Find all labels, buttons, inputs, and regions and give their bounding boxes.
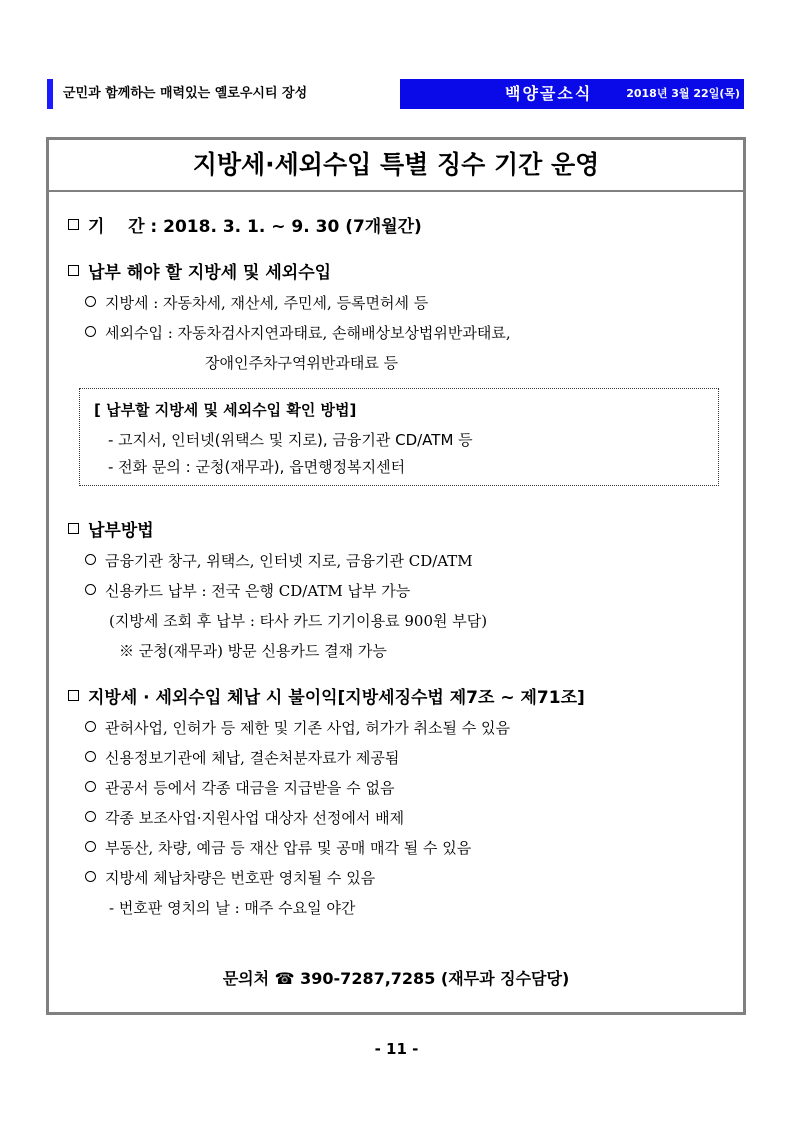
check-method-heading: [ 납부할 지방세 및 세외수입 확인 방법] [94,401,357,419]
circle-bullet-icon [85,584,96,595]
penalty-heading [68,683,585,708]
check-method-line: - 전화 문의 : 군청(재무과), 읍면행정복지센터 [108,458,406,476]
list-item [85,867,375,888]
period-text: 기 간 : 2018. 3. 1. ~ 9. 30 (7개월간) [88,217,422,237]
list-item [85,837,471,858]
method-remark: ※ 군청(재무과) 방문 신용카드 결재 가능 [119,642,387,660]
list-item-text: 금융기관 창구, 위택스, 인터넷 지로, 금융기관 CD/ATM [105,552,473,570]
list-item [85,777,394,798]
header-accent-bar [47,79,53,109]
list-item-text: 세외수입 : 자동차검사지연과태료, 손해배상보상법위반과태료, [105,324,511,342]
method-sub-note: (지방세 조회 후 납부 : 타사 카드 기기이용료 900원 부담) [109,612,488,630]
article-frame [46,137,746,1015]
list-item [85,580,410,601]
method-heading [68,516,154,541]
list-item-text: 관허사업, 인허가 등 제한 및 기존 사업, 허가가 취소될 수 있음 [105,719,510,737]
list-item-text: 각종 보조사업·지원사업 대상자 선정에서 배제 [105,809,405,827]
page-number: - 11 - [374,1040,419,1058]
list-item-text: 신용정보기관에 체납, 결손처분자료가 제공됨 [105,749,400,767]
circle-bullet-icon [85,326,96,337]
list-item [85,717,510,738]
check-method-line: - 고지서, 인터넷(위택스 및 지로), 금융기관 CD/ATM 등 [108,431,473,449]
penalty-sub-note: - 번호판 영치의 날 : 매주 수요일 야간 [109,899,356,917]
method-heading-text: 납부방법 [88,521,154,541]
circle-bullet-icon [85,751,96,762]
square-bullet-icon [68,523,79,534]
circle-bullet-icon [85,296,96,307]
article-title: 지방세·세외수입 특별 징수 기간 운영 [49,140,743,192]
list-item [85,292,428,313]
square-bullet-icon [68,265,79,276]
circle-bullet-icon [85,554,96,565]
header-band [400,79,744,109]
circle-bullet-icon [85,811,96,822]
list-item-continuation: 장애인주차구역위반과태료 등 [205,354,399,372]
list-item [85,322,511,343]
square-bullet-icon [68,219,79,230]
contact-info: 문의처 ☎ 390-7287,7285 (재무과 징수담당) [222,969,570,988]
list-item-text: 지방세 체납차량은 번호판 영치될 수 있음 [105,869,376,887]
circle-bullet-icon [85,841,96,852]
circle-bullet-icon [85,871,96,882]
list-item-text: 부동산, 차량, 예금 등 재산 압류 및 공매 매각 될 수 있음 [105,839,472,857]
circle-bullet-icon [85,721,96,732]
list-item-text: 신용카드 납부 : 전국 은행 CD/ATM 납부 가능 [105,582,411,600]
penalty-heading-text: 지방세 · 세외수입 체납 시 불이익[지방세징수법 제7조 ~ 제71조] [88,688,585,708]
issue-date: 2018년 3월 22일(목) [626,87,740,100]
newsletter-name: 백양골소식 [505,84,593,103]
list-item [85,747,399,768]
payable-heading-text: 납부 해야 할 지방세 및 세외수입 [88,263,332,283]
list-item [85,550,473,571]
period-heading [68,212,422,237]
list-item-text: 관공서 등에서 각종 대금을 지급받을 수 없음 [105,779,395,797]
circle-bullet-icon [85,781,96,792]
header-slogan: 군민과 함께하는 매력있는 옐로우시티 장성 [63,86,308,101]
payable-heading [68,258,331,283]
check-method-box [79,388,719,486]
square-bullet-icon [68,690,79,701]
list-item-text: 지방세 : 자동차세, 재산세, 주민세, 등록면허세 등 [105,294,429,312]
list-item [85,807,404,828]
page-header [47,79,744,109]
